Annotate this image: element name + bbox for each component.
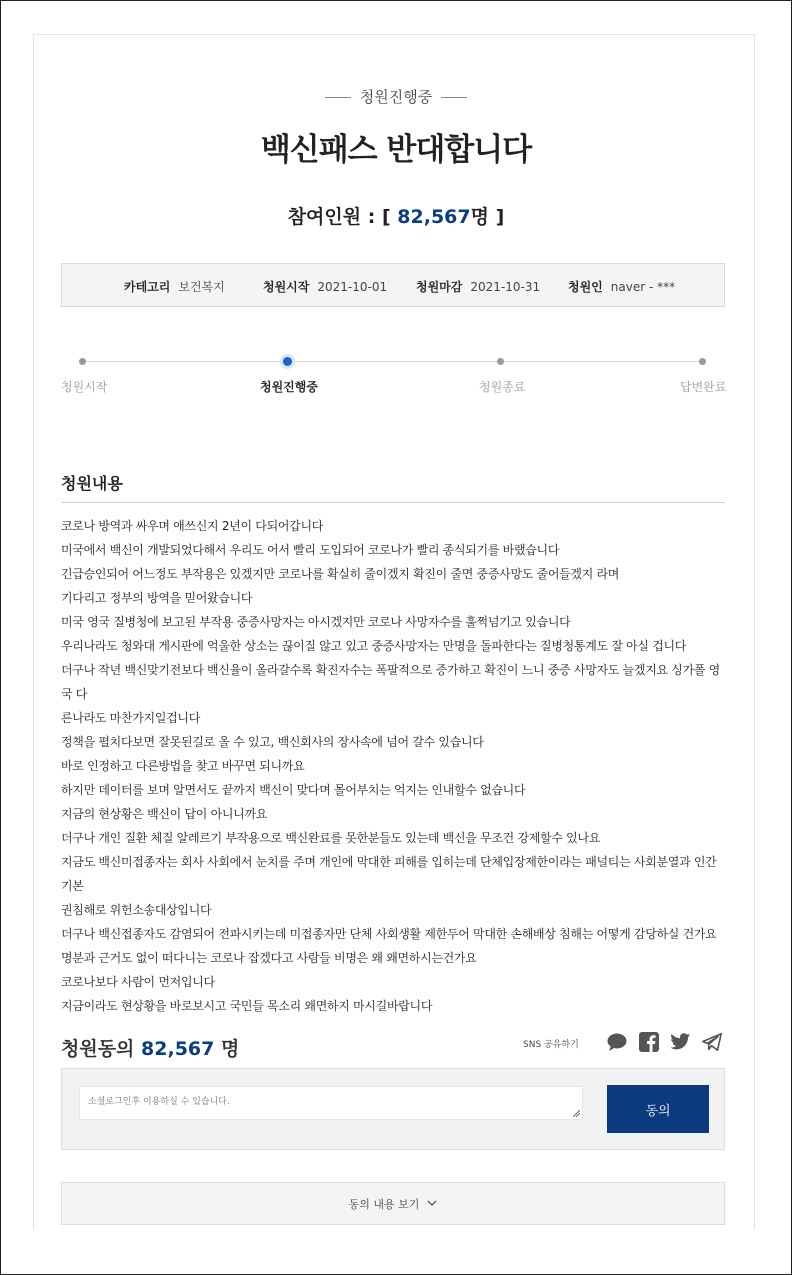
progress-dot-current (283, 357, 292, 366)
participant-number: 82,567 (397, 206, 471, 228)
participant-close-bracket: ] (495, 206, 505, 228)
content-line: 코로나보다 사람이 먼저입니다 (61, 975, 215, 989)
info-category-label: 카테고리 (124, 280, 171, 294)
petition-status (0, 86, 792, 107)
chevron-down-icon (427, 1200, 437, 1207)
agree-form (61, 1068, 725, 1150)
content-line: 기다리고 정부의 방역을 믿어왔습니다 (61, 591, 253, 605)
status-label: 청원진행중 (359, 88, 433, 106)
info-start-value: 2021-10-01 (317, 280, 388, 294)
agree-label: 청원동의 (61, 1038, 135, 1060)
content-line: 미국 영국 질병청에 보고된 부작용 중증사망자는 아시겠지만 코로나 사망자수를 훌쩍넘기고 있습니다 (61, 615, 571, 629)
sns-share-label: SNS 공유하기 (523, 1040, 579, 1050)
agree-unit: 명 (221, 1038, 240, 1060)
info-author (568, 278, 675, 295)
info-category (124, 278, 225, 295)
info-author-value: naver - *** (610, 280, 676, 294)
view-agree-content-button[interactable] (61, 1182, 725, 1225)
page-title: 백신패스 반대합니다 (260, 132, 532, 168)
content-line: 명분과 근거도 없이 떠다니는 코로나 잡겠다고 사람들 비명은 왜 왜면하시는건가요 (61, 951, 477, 965)
petition-content (61, 514, 725, 1018)
agree-comment-input[interactable]: 소셜로그인후 이용하실 수 있습니다. (79, 1086, 583, 1120)
progress-dot-start (79, 358, 86, 365)
status-right-line (441, 97, 467, 98)
participant-label: 참여인원 : (287, 206, 376, 228)
content-line: 긴급승인되어 어느정도 부작용은 있겠지만 코로나를 확실히 줄이겠지 확진이 줄면 중증사망도 줄어들겠지 라며 (61, 567, 620, 581)
content-line: 미국에서 백신이 개발되었다해서 우리도 어서 빨리 도입되어 코로나가 빨리 종식되기를 바랬습니다 (61, 543, 560, 557)
content-line: 더구나 백신접종자도 감염되어 전파시키는데 미접종자만 단체 사회생활 제한두어 막대한 손해배상 침해는 어떻게 감당하실 건가요 (61, 927, 717, 941)
progress-step-end: 청원종료 (479, 380, 526, 394)
content-line: 우리나라도 청와대 게시판에 억울한 상소는 끊이질 않고 있고 중증사망자는 만명을 돌파한다는 질병청통계도 잘 아실 겁니다 (61, 639, 687, 653)
progress-step-current: 청원진행중 (260, 380, 318, 394)
content-line: 지금의 현상황은 백신이 답이 아니니까요 (61, 807, 268, 821)
petition-info-box (61, 263, 725, 307)
speech-bubble-icon[interactable] (606, 1031, 628, 1053)
content-line: 지금이라도 현상황을 바로보시고 국민들 목소리 왜면하지 마시길바랍니다 (61, 999, 433, 1013)
progress-track (83, 361, 703, 362)
progress-dot-end (497, 358, 504, 365)
participant-unit: 명 (470, 206, 489, 228)
progress-dot-answered (699, 358, 706, 365)
progress-step-start: 청원시작 (61, 380, 108, 394)
agree-count-heading (61, 1034, 239, 1061)
info-start-label: 청원시작 (263, 280, 310, 294)
progress-step-answered: 답변완료 (680, 380, 727, 394)
resize-handle-icon[interactable] (573, 1110, 580, 1117)
participant-open-bracket: [ (381, 206, 391, 228)
content-line: 하지만 데이터를 보며 알면서도 끝까지 백신이 맞다며 몰어부치는 억지는 인내할수 없습니다 (61, 783, 526, 797)
content-line: 른나라도 마찬가지일겁니다 (61, 711, 201, 725)
content-line: 권침해로 위헌소송대상입니다 (61, 903, 212, 917)
content-line: 지금도 백신미접종자는 회사 사회에서 눈치를 주며 개인에 막대한 피해를 입히는데 단체입장제한이라는 패널티는 사회분열과 인간 기본 (61, 855, 717, 893)
info-author-label: 청원인 (568, 280, 603, 294)
status-left-line (325, 97, 351, 98)
info-end-value: 2021-10-31 (470, 280, 541, 294)
participant-count (0, 202, 792, 229)
agree-number: 82,567 (141, 1038, 215, 1060)
info-end (416, 278, 540, 295)
content-line: 코로나 방역과 싸우며 애쓰신지 2년이 다되어갑니다 (61, 519, 324, 533)
info-end-label: 청원마감 (416, 280, 463, 294)
content-divider (61, 502, 725, 503)
content-line: 더구나 개인 질환 체질 알레르기 부작용으로 백신완료를 못한분들도 있는데 백신을 무조건 강제할수 있나요 (61, 831, 601, 845)
telegram-icon[interactable] (701, 1031, 723, 1053)
info-category-value: 보건복지 (178, 280, 225, 294)
info-start (263, 278, 387, 295)
facebook-icon[interactable] (638, 1031, 660, 1053)
agree-button[interactable]: 동의 (607, 1085, 709, 1133)
twitter-icon[interactable] (669, 1031, 691, 1053)
content-line: 정책을 펼치다보면 잘못된길로 올 수 있고, 백신회사의 장사속에 넘어 갈수 있습니다 (61, 735, 484, 749)
content-line: 더구나 작년 백신맞기전보다 백신율이 올라갈수록 확진자수는 폭팔적으로 증가하고 확진이 느니 중증 사망자도 늘겠지요 싱가폴 영국 다 (61, 663, 720, 701)
content-heading: 청원내용 (61, 474, 123, 493)
content-line: 바로 인정하고 다른방법을 찾고 바꾸면 되니까요 (61, 759, 305, 773)
view-agree-content-label: 동의 내용 보기 (348, 1197, 420, 1211)
